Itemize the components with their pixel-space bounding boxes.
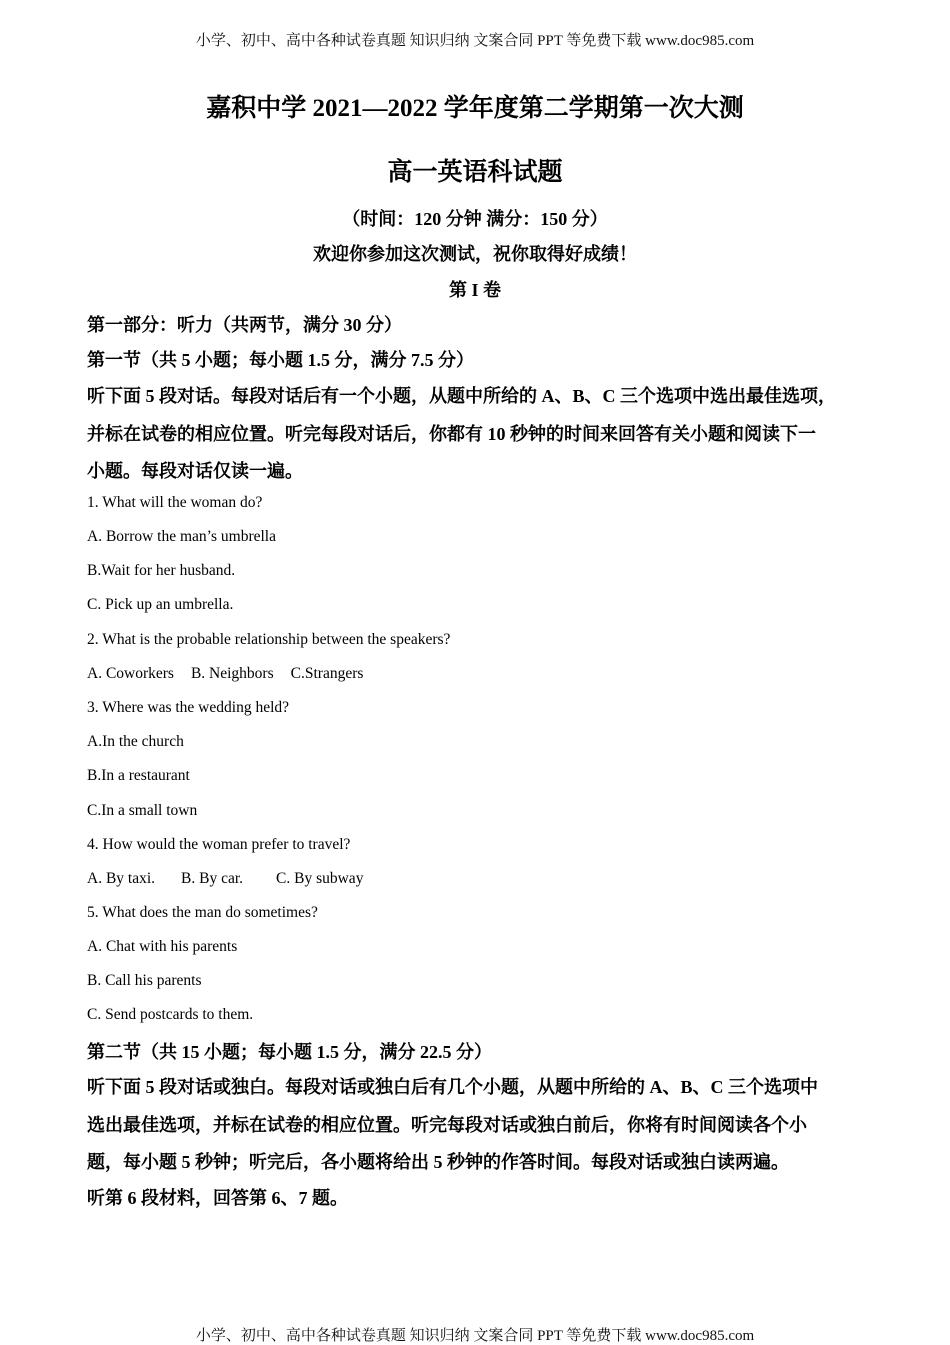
question-1-option-c: C. Pick up an umbrella. xyxy=(87,596,234,613)
section2-instruction-line: 听下面 5 段对话或独白。每段对话或独白后有几个小题，从题中所给的 A、B、C 三个选项中 xyxy=(87,1077,818,1097)
page-footer: 小学、初中、高中各种试卷真题 知识归纳 文案合同 PPT 等免费下载 www.doc985.com xyxy=(195,1328,755,1344)
exam-subject: 高一英语科试题 xyxy=(387,159,563,186)
question-1-option-a: A. Borrow the man’s umbrella xyxy=(87,528,276,545)
question-4-options xyxy=(87,870,363,888)
question-5-option-b: B. Call his parents xyxy=(87,972,202,989)
question-4-option-a: A. By taxi. xyxy=(87,870,156,887)
question-2-option-b: B. Neighbors xyxy=(190,665,274,682)
section2-instruction-line: 选出最佳选项，并标在试卷的相应位置。听完每段对话或独白前后，你将有时间阅读各个小 xyxy=(87,1115,807,1135)
question-1-stem: 1. What will the woman do? xyxy=(87,494,263,511)
question-5-option-a: A. Chat with his parents xyxy=(87,938,238,955)
question-2-option-a: A. Coworkers xyxy=(87,665,174,682)
time-info: （时间：120 分钟 满分：150 分） xyxy=(342,209,608,229)
material-note: 听第 6 段材料，回答第 6、7 题。 xyxy=(87,1188,348,1208)
question-2-stem: 2. What is the probable relationship between the speakers? xyxy=(87,631,451,648)
question-1-option-b: B.Wait for her husband. xyxy=(87,562,236,579)
part1-heading: 第一部分：听力（共两节，满分 30 分） xyxy=(87,315,402,335)
welcome-message: 欢迎你参加这次测试，祝你取得好成绩！ xyxy=(313,244,637,264)
question-3-option-c: C.In a small town xyxy=(87,802,198,819)
question-4-stem: 4. How would the woman prefer to travel? xyxy=(87,836,351,853)
section2-heading: 第二节（共 15 小题；每小题 1.5 分，满分 22.5 分） xyxy=(87,1042,492,1062)
question-4-option-b: B. By car. xyxy=(181,870,244,887)
exam-title: 嘉积中学 2021—2022 学年度第二学期第一次大测 xyxy=(206,95,744,122)
section2-instruction-line: 题，每小题 5 秒钟；听完后，各小题将给出 5 秒钟的作答时间。每段对话或独白读两遍。 xyxy=(87,1152,789,1172)
question-4-option-c: C. By subway xyxy=(276,870,364,887)
question-2-option-c: C.Strangers xyxy=(290,665,364,682)
question-3-option-b: B.In a restaurant xyxy=(87,767,190,784)
question-3-stem: 3. Where was the wedding held? xyxy=(87,699,290,716)
volume-label: 第 I 卷 xyxy=(448,280,501,300)
question-5-option-c: C. Send postcards to them. xyxy=(87,1006,254,1023)
question-3-option-a: A.In the church xyxy=(87,733,184,750)
section1-heading: 第一节（共 5 小题；每小题 1.5 分，满分 7.5 分） xyxy=(87,350,474,370)
section1-instruction-line: 小题。每段对话仅读一遍。 xyxy=(87,461,303,481)
question-2-options xyxy=(87,665,363,683)
section1-instruction-line: 听下面 5 段对话。每段对话后有一个小题，从题中所给的 A、B、C 三个选项中选出最佳选项， xyxy=(87,386,836,406)
question-5-stem: 5. What does the man do sometimes? xyxy=(87,904,318,921)
section1-instruction-line: 并标在试卷的相应位置。听完每段对话后，你都有 10 秒钟的时间来回答有关小题和阅读下一 xyxy=(87,424,816,444)
page-header: 小学、初中、高中各种试卷真题 知识归纳 文案合同 PPT 等免费下载 www.doc985.com xyxy=(195,33,755,49)
